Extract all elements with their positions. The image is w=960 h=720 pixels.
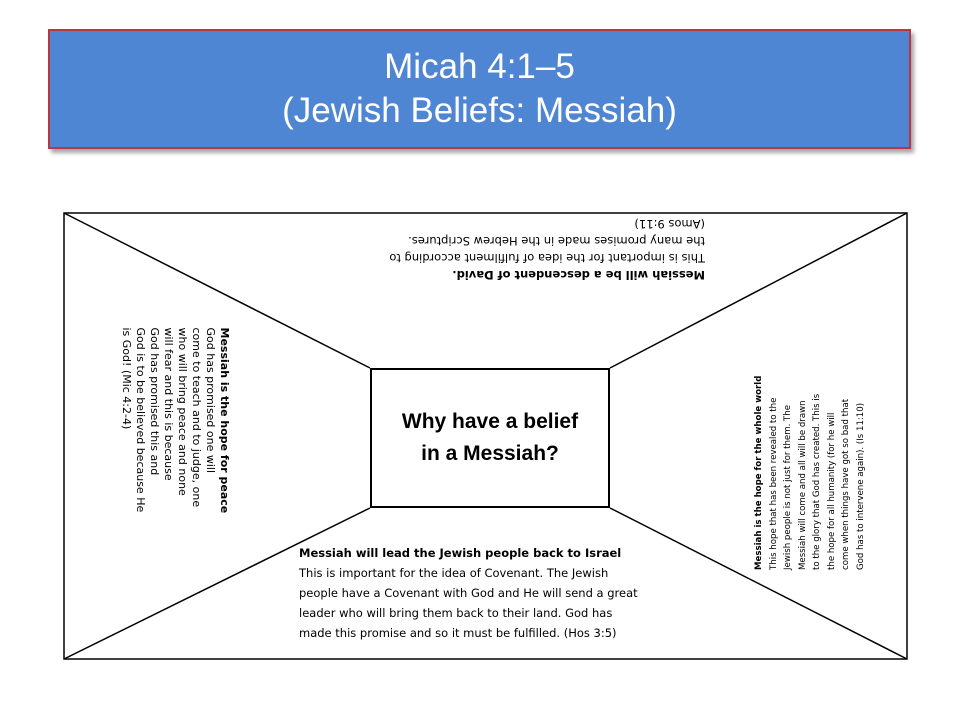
- center-line-1: Why have a belief: [401, 410, 579, 433]
- central-question-box: [370, 368, 610, 508]
- top-panel-line: This is important for the idea of fulfilment according to: [389, 251, 705, 265]
- title-line-1: Micah 4:1–5: [384, 47, 575, 86]
- left-panel-line: God has promised this and: [148, 327, 161, 476]
- left-panel-line: will fear and this is because: [162, 327, 175, 481]
- bottom-panel-line: people have a Covenant with God and He will send a great: [299, 586, 638, 600]
- bottom-panel-text: [299, 543, 638, 643]
- top-panel-heading: Messiah will be a descendent of David.: [452, 268, 705, 282]
- title-line-2: (Jewish Beliefs: Messiah): [282, 91, 677, 130]
- center-line-2: in a Messiah?: [421, 442, 559, 465]
- left-panel-line: who will bring peace and none: [176, 327, 189, 496]
- left-panel-line: is God! (Mic 4:2-4): [120, 327, 133, 430]
- bottom-panel-line: leader who will bring them back to their land. God has: [299, 606, 613, 620]
- bottom-panel-heading: Messiah will lead the Jewish people back to Israel: [299, 546, 622, 560]
- right-panel-line: come when things have got so bad that: [841, 398, 851, 570]
- top-panel-line: (Amos 9:11): [634, 217, 705, 231]
- left-panel-line: God has promised one will: [204, 327, 217, 474]
- bottom-panel-line: made this promise and so it must be fulfilled. (Hos 3:5): [299, 626, 617, 640]
- left-panel-line: come to teach and to judge, one: [190, 327, 203, 508]
- right-panel-line: to the glory that God has created. This is: [812, 393, 822, 570]
- right-panel-line: This hope that has been revealed to the: [768, 397, 779, 570]
- right-panel-line: the hope for all humanity (for he will: [826, 412, 837, 570]
- left-panel-line: God is to be believed because He: [134, 327, 147, 513]
- top-panel-text: [300, 215, 705, 283]
- bottom-panel-line: This is important for the idea of Covenant. The Jewish: [299, 566, 609, 580]
- right-panel-heading: Messiah is the hope for the whole world: [754, 375, 764, 570]
- right-panel-text: [752, 300, 868, 570]
- right-panel-line: God has to intervene again). (Is 11:10): [855, 402, 866, 570]
- left-panel-heading: Messiah is the hope for peace: [218, 327, 231, 514]
- right-panel-line: Messiah will come and all will be drawn: [797, 400, 808, 570]
- left-panel-text: [119, 328, 231, 583]
- top-panel-line: the many promises made in the Hebrew Scriptures.: [408, 234, 705, 248]
- right-panel-line: Jewish people is not just for them. The: [783, 404, 793, 570]
